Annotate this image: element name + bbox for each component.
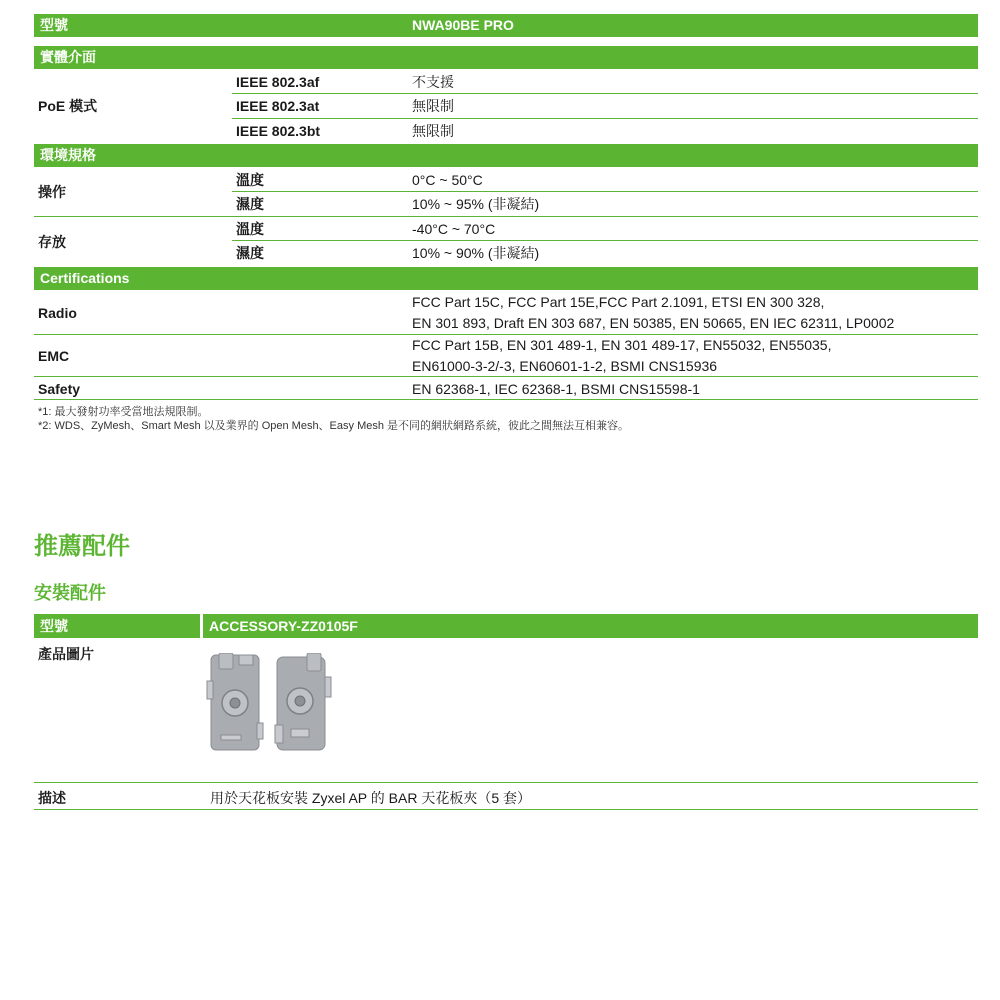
operation-temp-value: 0°C ~ 50°C (412, 172, 483, 188)
footnote-1: *1: 最大發射功率受當地法規限制。 (38, 406, 209, 418)
certifications-section-bar (34, 267, 978, 290)
radio-label: Radio (38, 305, 77, 321)
spec-header-model: NWA90BE PRO (412, 17, 514, 33)
storage-temp-value: -40°C ~ 70°C (412, 221, 496, 237)
accessory-header-bar (34, 614, 978, 638)
clip-icon (207, 653, 263, 750)
storage-label: 存放 (38, 234, 66, 250)
operation-label: 操作 (38, 184, 66, 200)
interface-section-bar (34, 46, 978, 69)
description-label: 描述 (38, 790, 66, 806)
emc-line-2: EN61000-3-2/-3, EN60601-1-2, BSMI CNS15936 (412, 358, 718, 374)
radio-line-1: FCC Part 15C, FCC Part 15E,FCC Part 2.1091, ETSI EN 300 328, (412, 294, 825, 310)
accessory-header-model: ACCESSORY-ZZ0105F (209, 618, 358, 634)
row-divider (232, 240, 978, 241)
operation-humidity-label: 濕度 (236, 196, 264, 212)
safety-label: Safety (38, 381, 81, 397)
table-bottom-border (34, 399, 978, 400)
poe-mode-label: PoE 模式 (38, 98, 98, 114)
ceiling-clip-image (205, 653, 335, 755)
row-divider (34, 782, 978, 783)
clip-icon (275, 653, 331, 750)
row-divider (232, 191, 978, 192)
row-divider (232, 93, 978, 94)
poe-value-bt: 無限制 (412, 123, 454, 139)
description-value: 用於天花板安裝 Zyxel AP 的 BAR 天花板夾（5 套） (210, 790, 532, 806)
storage-humidity-label: 濕度 (236, 245, 264, 261)
interface-section-title: 實體介面 (40, 49, 96, 65)
header-divider (200, 614, 203, 638)
poe-std-at: IEEE 802.3at (236, 98, 320, 114)
spec-header-label: 型號 (40, 17, 68, 33)
table-bottom-border (34, 809, 978, 810)
operation-temp-label: 溫度 (236, 172, 264, 188)
spec-header-bar (34, 14, 978, 37)
safety-value: EN 62368-1, IEC 62368-1, BSMI CNS15598-1 (412, 381, 700, 397)
accessories-title: 推薦配件 (34, 533, 130, 560)
footnote-2: *2: WDS、ZyMesh、Smart Mesh 以及業界的 Open Mesh、Easy Mesh 是不同的網狀網路系統，彼此之間無法互相兼容。 (38, 420, 630, 432)
poe-value-af: 不支援 (412, 74, 454, 90)
poe-std-bt: IEEE 802.3bt (236, 123, 321, 139)
emc-line-1: FCC Part 15B, EN 301 489-1, EN 301 489-17, EN55032, EN55035, (412, 337, 832, 353)
environment-section-title: 環境規格 (40, 147, 96, 163)
poe-value-at: 無限制 (412, 98, 454, 114)
certifications-section-title: Certifications (40, 270, 130, 286)
row-divider (34, 216, 978, 217)
operation-humidity-value: 10% ~ 95% (非凝結) (412, 196, 540, 212)
storage-humidity-value: 10% ~ 90% (非凝結) (412, 245, 540, 261)
storage-temp-label: 溫度 (236, 221, 264, 237)
row-divider (34, 334, 978, 335)
row-divider (232, 118, 978, 119)
accessories-subtitle: 安裝配件 (34, 583, 106, 603)
product-image-label: 產品圖片 (38, 646, 94, 662)
poe-std-af: IEEE 802.3af (236, 74, 320, 90)
radio-line-2: EN 301 893, Draft EN 303 687, EN 50385, EN 50665, EN IEC 62311, LP0002 (412, 315, 895, 331)
environment-section-bar (34, 144, 978, 167)
accessory-header-label: 型號 (40, 618, 68, 634)
emc-label: EMC (38, 348, 70, 364)
row-divider (34, 376, 978, 377)
